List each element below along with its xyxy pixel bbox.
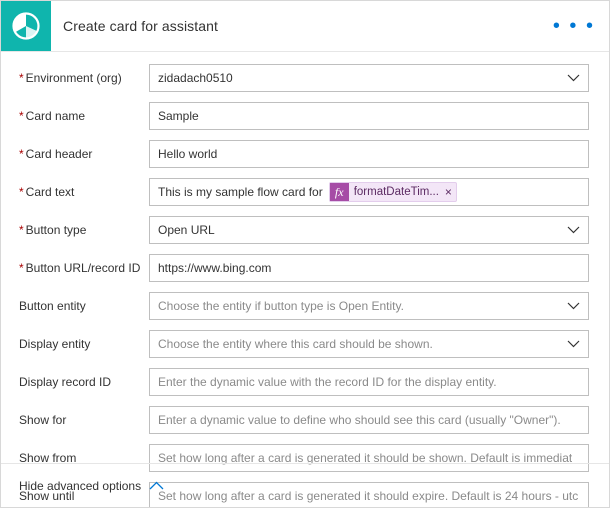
label-button-type: * Button type <box>19 223 87 237</box>
token-label: formatDateTim... <box>353 186 439 198</box>
chevron-up-icon <box>149 479 164 493</box>
more-options-button[interactable]: • • • <box>552 15 595 37</box>
show-for-input[interactable] <box>149 406 589 434</box>
form-row-button-url <box>9 254 589 282</box>
form-row-display-record-id <box>9 368 589 396</box>
display-record-id-input[interactable] <box>149 368 589 396</box>
button-type-dropdown[interactable] <box>149 216 589 244</box>
label-show-until: Show until <box>19 489 75 503</box>
label-card-header: * Card header <box>19 147 93 161</box>
form-row-environment <box>9 64 589 92</box>
label-environment: * Environment (org) <box>19 71 122 85</box>
page-title: Create card for assistant <box>63 18 219 34</box>
remove-token-icon[interactable]: × <box>444 185 452 199</box>
chevron-down-icon <box>567 331 580 357</box>
advanced-options-label: Hide advanced options <box>19 478 142 493</box>
label-card-text: * Card text <box>19 185 75 199</box>
required-asterisk: * <box>19 223 24 237</box>
required-asterisk: * <box>19 147 24 161</box>
dynamic-expression-token[interactable] <box>329 182 457 202</box>
button-entity-placeholder: Choose the entity if button type is Open Entity. <box>158 299 404 313</box>
assistant-card-icon <box>1 1 51 51</box>
label-display-entity: Display entity <box>19 337 91 351</box>
function-icon: fx <box>330 183 349 201</box>
panel-header <box>1 1 609 52</box>
environment-dropdown[interactable] <box>149 64 589 92</box>
form-row-card-name <box>9 102 589 130</box>
button-entity-dropdown[interactable] <box>149 292 589 320</box>
hide-advanced-options-button[interactable] <box>19 479 164 493</box>
card-form <box>1 52 609 508</box>
show-until-placeholder: Set how long after a card is generated it should expire. Default is 24 hours - utc <box>158 489 579 503</box>
required-asterisk: * <box>19 109 24 123</box>
card-header-value: Hello world <box>158 147 218 161</box>
panel-footer <box>1 463 609 507</box>
display-entity-dropdown[interactable] <box>149 330 589 358</box>
card-header-input[interactable] <box>149 140 589 168</box>
form-row-display-entity <box>9 330 589 358</box>
card-text-input[interactable] <box>149 178 589 206</box>
required-asterisk: * <box>19 71 24 85</box>
show-from-placeholder: Set how long after a card is generated it should be shown. Default is immediat <box>158 451 573 465</box>
display-entity-placeholder: Choose the entity where this card should be shown. <box>158 337 433 351</box>
card-text-value: This is my sample flow card for <box>158 185 323 199</box>
label-display-record-id: Display record ID <box>19 375 112 389</box>
label-button-entity: Button entity <box>19 299 86 313</box>
chevron-down-icon <box>567 217 580 243</box>
chevron-down-icon <box>567 293 580 319</box>
form-row-card-header <box>9 140 589 168</box>
form-row-button-entity <box>9 292 589 320</box>
environment-value: zidadach0510 <box>158 71 233 85</box>
label-card-name: * Card name <box>19 109 86 123</box>
form-row-card-text <box>9 178 589 206</box>
show-for-placeholder: Enter a dynamic value to define who should see this card (usually "Owner"). <box>158 413 561 427</box>
label-button-url: * Button URL/record ID <box>19 261 141 275</box>
label-show-from: Show from <box>19 451 77 465</box>
required-asterisk: * <box>19 261 24 275</box>
chevron-down-icon <box>567 65 580 91</box>
label-show-for: Show for <box>19 413 67 427</box>
button-url-input[interactable] <box>149 254 589 282</box>
required-asterisk: * <box>19 185 24 199</box>
card-name-value: Sample <box>158 109 199 123</box>
button-url-value: https://www.bing.com <box>158 261 272 275</box>
form-row-show-for <box>9 406 589 434</box>
card-name-input[interactable] <box>149 102 589 130</box>
form-row-button-type <box>9 216 589 244</box>
button-type-value: Open URL <box>158 223 215 237</box>
display-record-id-placeholder: Enter the dynamic value with the record ID for the display entity. <box>158 375 497 389</box>
